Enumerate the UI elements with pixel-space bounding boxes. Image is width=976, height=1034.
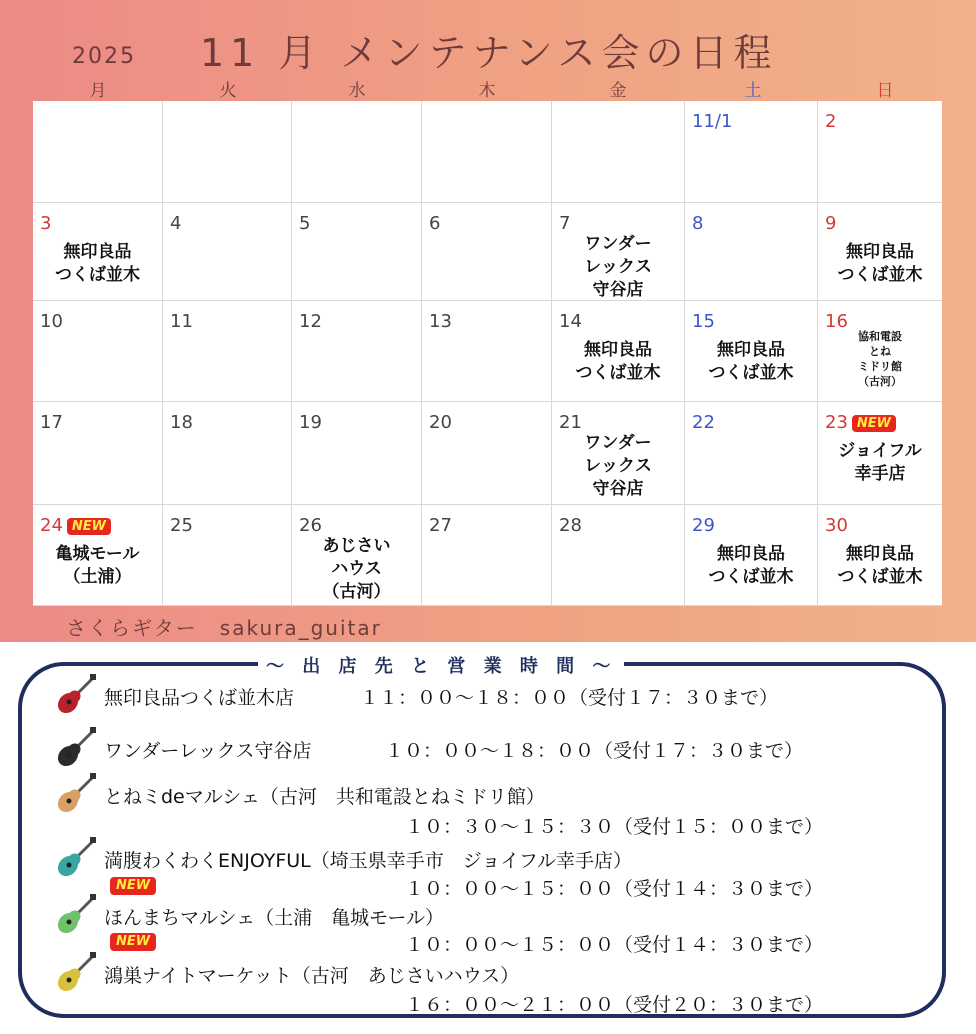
day-number: 3 <box>40 213 52 234</box>
calendar-day-cell <box>552 505 685 606</box>
new-badge: NEW <box>110 933 156 951</box>
calendar-day-cell <box>422 505 552 606</box>
event-label <box>818 329 942 389</box>
guitar-icon <box>54 951 98 995</box>
day-number: 25 <box>170 515 193 536</box>
calendar-day-cell <box>292 505 422 606</box>
event-line: ワンダー <box>584 234 652 254</box>
day-number: 13 <box>429 311 452 332</box>
store-hours: １０：００～１８：００（受付１７：３０まで） <box>385 740 804 762</box>
event-line: つくば並木 <box>55 265 140 285</box>
day-number: 5 <box>299 213 311 234</box>
day-number: 30 <box>825 515 848 536</box>
calendar-day-cell <box>422 301 552 402</box>
store-hours: １６：００～２１：００（受付２０：３０まで） <box>405 994 824 1016</box>
day-number: 26 <box>299 515 322 536</box>
event-line: レックス <box>584 456 652 476</box>
event-line: 無印良品 <box>717 340 785 360</box>
calendar-day-cell <box>163 101 292 203</box>
new-badge: NEW <box>852 415 896 432</box>
event-line: 守谷店 <box>592 479 644 499</box>
event-line: 無印良品 <box>63 242 132 262</box>
account-handle: さくらギター sakura_guitar <box>66 616 382 640</box>
event-line: つくば並木 <box>837 567 923 587</box>
day-number: 4 <box>170 213 182 234</box>
day-number: 23 NEW <box>825 412 896 433</box>
event-line: 無印良品 <box>584 340 652 360</box>
event-line: ワンダー <box>584 433 652 453</box>
calendar-day-cell <box>818 101 942 203</box>
day-number: 11 <box>170 311 193 332</box>
day-number: 18 <box>170 412 193 433</box>
calendar-day-cell <box>552 203 685 301</box>
day-number: 2 <box>825 111 837 132</box>
day-number: 21 <box>559 412 582 433</box>
day-number: 27 <box>429 515 452 536</box>
event-line: 幸手店 <box>854 464 906 484</box>
event-line: 無印良品 <box>717 544 785 564</box>
event-line: つくば並木 <box>708 363 794 383</box>
day-number: 11/1 <box>692 111 733 132</box>
new-badge: NEW <box>67 518 111 535</box>
guitar-icon <box>54 772 98 816</box>
day-number: 12 <box>299 311 322 332</box>
calendar-day-cell <box>422 203 552 301</box>
day-number: 10 <box>40 311 63 332</box>
event-line: （古河） <box>858 375 902 388</box>
event-line: とね <box>869 345 891 358</box>
event-line: ハウス <box>331 559 382 579</box>
store-name: 満腹わくわくENJOYFUL（埼玉県幸手市 ジョイフル幸手店） <box>104 850 633 872</box>
event-label <box>818 241 942 287</box>
event-label <box>818 543 942 589</box>
day-number: 6 <box>429 213 441 234</box>
calendar-day-cell <box>292 402 422 505</box>
store-hours: １１：００～１８：００（受付１７：３０まで） <box>360 687 779 709</box>
calendar-day-cell <box>818 505 942 606</box>
event-line: 協和電設 <box>858 330 902 343</box>
event-label <box>685 543 817 589</box>
guitar-icon <box>54 893 98 937</box>
calendar-day-cell <box>552 101 685 203</box>
calendar-day-cell <box>685 505 818 606</box>
day-number: 14 <box>559 311 582 332</box>
calendar-day-cell <box>163 301 292 402</box>
event-label <box>33 543 162 589</box>
store-name: ワンダーレックス守谷店 <box>104 740 312 762</box>
event-line: レックス <box>584 257 652 277</box>
calendar-day-cell <box>422 402 552 505</box>
event-label <box>552 233 684 302</box>
store-hours: １０：３０～１５：３０（受付１５：００まで） <box>405 816 824 838</box>
calendar-day-cell <box>685 402 818 505</box>
calendar-day-cell <box>685 101 818 203</box>
calendar-day-cell <box>422 101 552 203</box>
calendar-day-cell <box>163 402 292 505</box>
calendar-day-cell <box>818 402 942 505</box>
calendar-day-cell <box>292 101 422 203</box>
day-number: 19 <box>299 412 322 433</box>
store-hours: １０：００～１５：００（受付１４：３０まで） <box>405 878 824 900</box>
day-number: 7 <box>559 213 571 234</box>
calendar-day-cell <box>292 301 422 402</box>
guitar-icon <box>54 726 98 770</box>
event-label <box>685 339 817 385</box>
event-line: ミドリ館 <box>858 360 902 373</box>
store-name: ほんまちマルシェ（土浦 亀城モール） <box>104 907 445 929</box>
calendar-day-cell <box>163 203 292 301</box>
day-number: 20 <box>429 412 452 433</box>
weekday-tue: 火 <box>219 81 237 101</box>
event-label <box>552 432 684 501</box>
event-label <box>552 339 684 385</box>
year-label: 2025 <box>72 44 136 69</box>
calendar-grid <box>33 101 942 606</box>
event-line: ジョイフル <box>838 441 922 461</box>
guitar-icon <box>54 673 98 717</box>
event-line: （古河） <box>322 582 391 602</box>
day-number: 29 <box>692 515 715 536</box>
event-line: つくば並木 <box>708 567 794 587</box>
calendar-day-cell <box>685 301 818 402</box>
event-line: 守谷店 <box>592 280 644 300</box>
event-line: つくば並木 <box>575 363 661 383</box>
day-number: 9 <box>825 213 837 234</box>
calendar-day-cell <box>163 505 292 606</box>
event-line: あじさい <box>322 536 391 556</box>
calendar-day-cell <box>552 402 685 505</box>
weekday-sun: 日 <box>876 81 894 101</box>
event-line: （土浦） <box>63 567 132 587</box>
day-number: 8 <box>692 213 704 234</box>
event-line: つくば並木 <box>837 265 923 285</box>
day-number: 28 <box>559 515 582 536</box>
day-number: 24 NEW <box>40 515 111 536</box>
day-number: 16 <box>825 311 848 332</box>
day-number: 22 <box>692 412 715 433</box>
weekday-thu: 木 <box>478 81 496 101</box>
event-line: 亀城モール <box>55 544 140 564</box>
calendar-day-cell <box>33 301 163 402</box>
weekday-sat: 土 <box>744 81 762 101</box>
store-name: 鴻巣ナイトマーケット（古河 あじさいハウス） <box>104 965 520 987</box>
calendar-day-cell <box>818 203 942 301</box>
new-badge: NEW <box>110 877 156 895</box>
weekday-wed: 水 <box>348 81 366 101</box>
event-line: 無印良品 <box>846 242 914 262</box>
event-label <box>33 241 162 287</box>
event-label <box>292 535 421 604</box>
calendar-day-cell <box>33 101 163 203</box>
calendar-day-cell <box>818 301 942 402</box>
calendar-day-cell <box>33 505 163 606</box>
day-number: 15 <box>692 311 715 332</box>
calendar-day-cell <box>33 203 163 301</box>
weekday-mon: 月 <box>89 81 107 101</box>
calendar-day-cell <box>292 203 422 301</box>
store-schedule-title: ～ 出 店 先 と 営 業 時 間 ～ <box>258 652 624 678</box>
day-number: 17 <box>40 412 63 433</box>
guitar-icon <box>54 836 98 880</box>
event-label <box>818 440 942 486</box>
page-title: 11 月 メンテナンス会の日程 <box>200 31 778 75</box>
store-hours: １０：００～１５：００（受付１４：３０まで） <box>405 934 824 956</box>
event-line: 無印良品 <box>846 544 914 564</box>
store-name: 無印良品つくば並木店 <box>104 687 295 709</box>
calendar-day-cell <box>685 203 818 301</box>
calendar-day-cell <box>552 301 685 402</box>
calendar-day-cell <box>33 402 163 505</box>
weekday-fri: 金 <box>609 81 627 101</box>
store-name: とねミdeマルシェ（古河 共和電設とねミドリ館） <box>104 786 545 808</box>
